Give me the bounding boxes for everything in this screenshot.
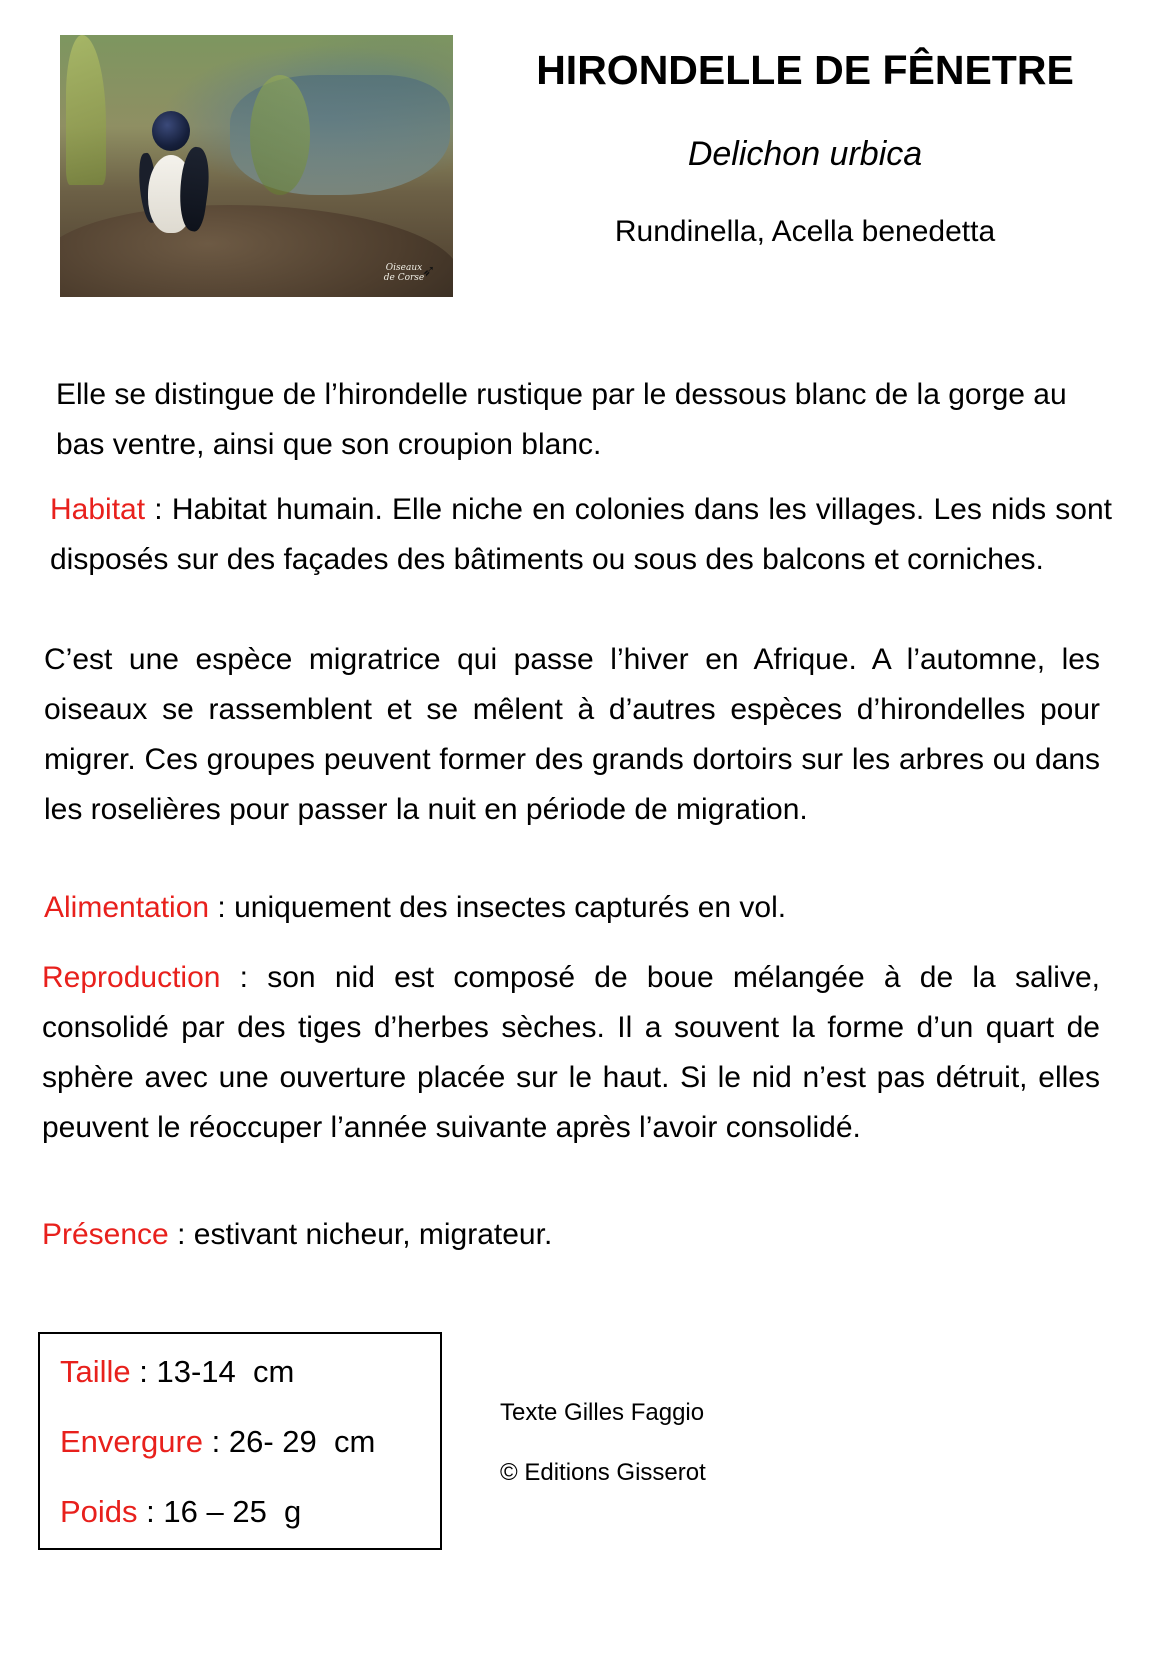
- page-title: HIRONDELLE DE FÊNETRE: [536, 47, 1074, 93]
- photo-grass: [250, 75, 310, 195]
- alimentation-text: : uniquement des insectes capturés en vol.: [209, 891, 787, 924]
- stat-taille: [60, 1352, 294, 1392]
- stat-envergure: [60, 1422, 375, 1462]
- presence-paragraph: [42, 1210, 1100, 1260]
- habitat-text: : Habitat humain. Elle niche en colonies dans les villages. Les nids sont disposés sur des façades des bâtiments ou sous des balcons et corniches.: [50, 493, 1112, 576]
- measurements-box: [38, 1332, 442, 1550]
- envergure-value: : 26- 29 cm: [203, 1424, 376, 1459]
- author-credit: Texte Gilles Faggio: [500, 1399, 705, 1426]
- photo-grass: [66, 35, 106, 185]
- publisher-credit: © Editions Gisserot: [500, 1459, 706, 1486]
- reproduction-label: Reproduction: [42, 961, 221, 994]
- habitat-paragraph: [50, 485, 1112, 585]
- taille-value: : 13-14 cm: [130, 1354, 295, 1389]
- stat-poids: [60, 1492, 301, 1532]
- photo-bird-head: [152, 111, 190, 151]
- migration-paragraph: C’est une espèce migratrice qui passe l’hiver en Afrique. A l’automne, les oiseaux se rassemblent et se mêlent à d’autres espèces d’hirondelles pour migrer. Ces groupes peuvent former des grands dortoirs sur les arbres ou dans les roselières pour passer la nuit en période de migration.: [44, 643, 1100, 826]
- reproduction-paragraph: [42, 953, 1100, 1153]
- alimentation-label: Alimentation: [44, 891, 210, 924]
- reproduction-text: : son nid est composé de boue mélangée à de la salive, consolidé par des tiges d’herbes sèches. Il a souvent la forme d’un quart de sphère avec une ouverture placée sur le haut. Si le nid n’est pas détruit, elles peuvent le réoccuper l’année suivante après l’avoir consolidé.: [42, 961, 1100, 1144]
- latin-name: Delichon urbica: [687, 135, 923, 173]
- envergure-label: Envergure: [60, 1424, 204, 1459]
- bird-photo: [60, 35, 453, 297]
- local-names: Rundinella, Acella benedetta: [614, 215, 996, 248]
- habitat-label: Habitat: [50, 493, 146, 526]
- intro-paragraph: Elle se distingue de l’hirondelle rustique par le dessous blanc de la gorge au bas ventre, ainsi que son croupion blanc.: [56, 378, 1067, 461]
- watermark-bird-icon: ➶: [422, 263, 436, 280]
- photo-mud-mound: [60, 205, 453, 297]
- poids-value: : 16 – 25 g: [137, 1494, 302, 1529]
- alimentation-paragraph: [44, 883, 1100, 933]
- presence-label: Présence: [42, 1218, 169, 1251]
- presence-text: : estivant nicheur, migrateur.: [168, 1218, 553, 1251]
- taille-label: Taille: [60, 1354, 131, 1389]
- poids-label: Poids: [60, 1494, 138, 1529]
- photo-watermark: Oiseaux de Corse: [383, 263, 425, 283]
